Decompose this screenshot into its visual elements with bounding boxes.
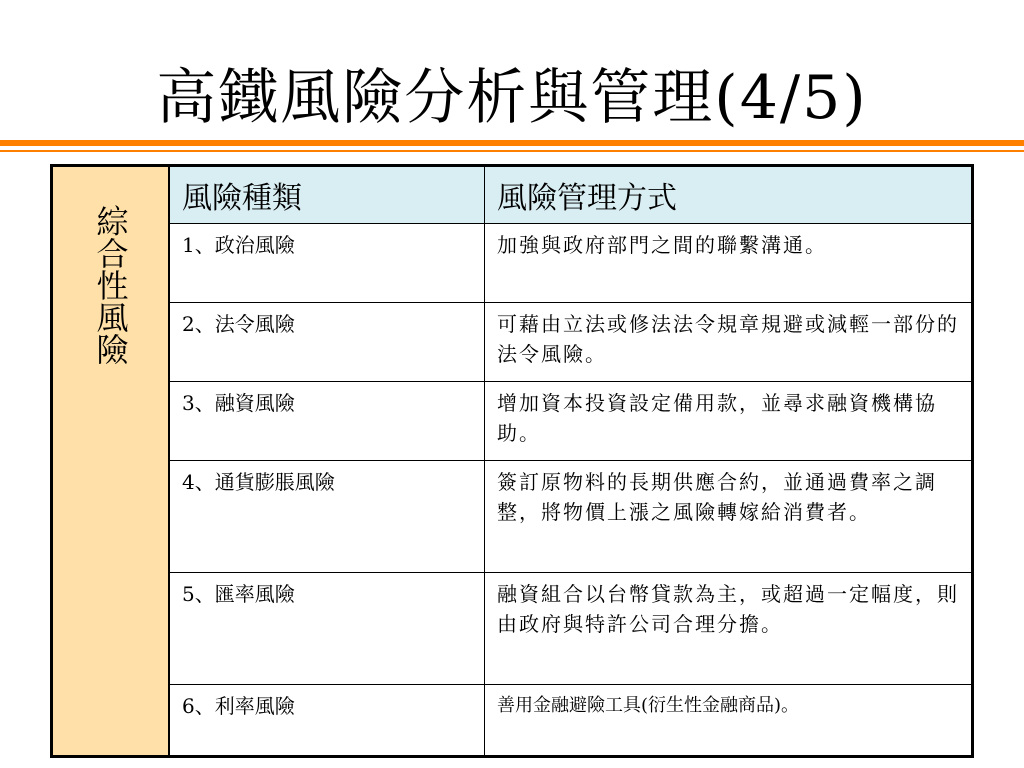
table-row — [53, 461, 972, 573]
risk-type-cell: 4、通貨膨脹風險 — [169, 461, 485, 573]
risk-method-cell: 可藉由立法或修法法令規章規避或減輕一部份的法令風險。 — [485, 303, 972, 382]
risk-type-cell: 6、利率風險 — [169, 685, 485, 756]
risk-method-cell: 善用金融避險工具(衍生性金融商品)。 — [485, 685, 972, 756]
risk-table — [52, 166, 972, 756]
risk-type-cell: 2、法令風險 — [169, 303, 485, 382]
table-row — [53, 573, 972, 685]
slide-title: 高鐵風險分析與管理(4/5) — [156, 63, 868, 133]
risk-method-cell: 增加資本投資設定備用款，並尋求融資機構協助。 — [485, 382, 972, 461]
risk-type-cell: 3、融資風險 — [169, 382, 485, 461]
header-risk-method: 風險管理方式 — [485, 167, 972, 224]
risk-type-cell: 5、匯率風險 — [169, 573, 485, 685]
table-row — [53, 382, 972, 461]
risk-method-cell: 融資組合以台幣貸款為主，或超過一定幅度，則由政府與特許公司合理分擔。 — [485, 573, 972, 685]
side-label: 綜合性風險 — [91, 205, 130, 365]
risk-method-cell: 加強與政府部門之間的聯繫溝通。 — [485, 224, 972, 303]
table-row — [53, 685, 972, 756]
title-rule-thin — [0, 150, 1024, 152]
risk-table-frame — [50, 164, 974, 758]
table-row — [53, 224, 972, 303]
table-header-row — [53, 167, 972, 224]
risk-method-cell: 簽訂原物料的長期供應合約，並通過費率之調整，將物價上漲之風險轉嫁給消費者。 — [485, 461, 972, 573]
table-row — [53, 303, 972, 382]
side-label-cell — [53, 167, 170, 756]
header-risk-type: 風險種類 — [169, 167, 485, 224]
risk-type-cell: 1、政治風險 — [169, 224, 485, 303]
title-rule-thick — [0, 140, 1024, 146]
